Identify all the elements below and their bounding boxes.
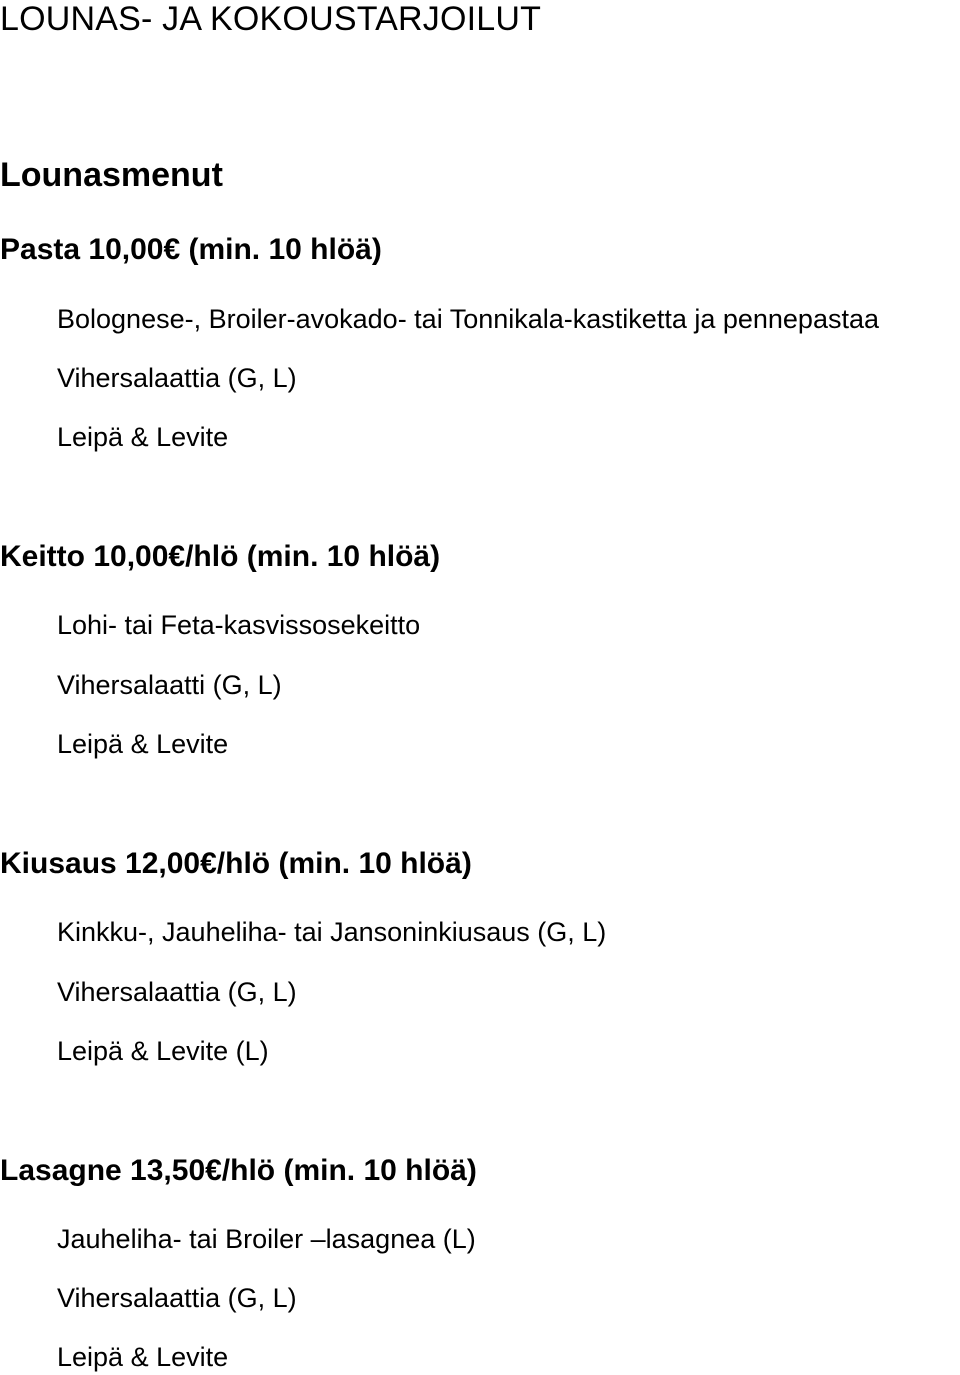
menu-item: Vihersalaatti (G, L)	[57, 670, 282, 700]
menu-item: Leipä & Levite (L)	[57, 1036, 269, 1066]
menu-heading-kiusaus: Kiusaus 12,00€/hlö (min. 10 hlöä)	[0, 847, 472, 880]
menu-item: Bolognese-, Broiler-avokado- tai Tonnikala-kastiketta ja pennepastaa	[57, 304, 879, 334]
menu-item: Jauheliha- tai Broiler –lasagnea (L)	[57, 1224, 476, 1254]
menu-item: Vihersalaattia (G, L)	[57, 363, 297, 393]
menu-item: Vihersalaattia (G, L)	[57, 1283, 297, 1313]
menu-heading-keitto: Keitto 10,00€/hlö (min. 10 hlöä)	[0, 540, 441, 573]
menu-item: Leipä & Levite	[57, 422, 229, 452]
section-title: Lounasmenut	[0, 156, 223, 194]
menu-heading-lasagne: Lasagne 13,50€/hlö (min. 10 hlöä)	[0, 1154, 477, 1187]
menu-item: Vihersalaattia (G, L)	[57, 977, 297, 1007]
menu-heading-pasta: Pasta 10,00€ (min. 10 hlöä)	[0, 233, 382, 266]
document-title: LOUNAS- JA KOKOUSTARJOILUT	[0, 0, 542, 38]
menu-item: Leipä & Levite	[57, 729, 229, 759]
menu-item: Leipä & Levite	[57, 1342, 229, 1372]
menu-item: Kinkku-, Jauheliha- tai Jansoninkiusaus (G, L)	[57, 917, 607, 947]
menu-item: Lohi- tai Feta-kasvissosekeitto	[57, 610, 421, 640]
